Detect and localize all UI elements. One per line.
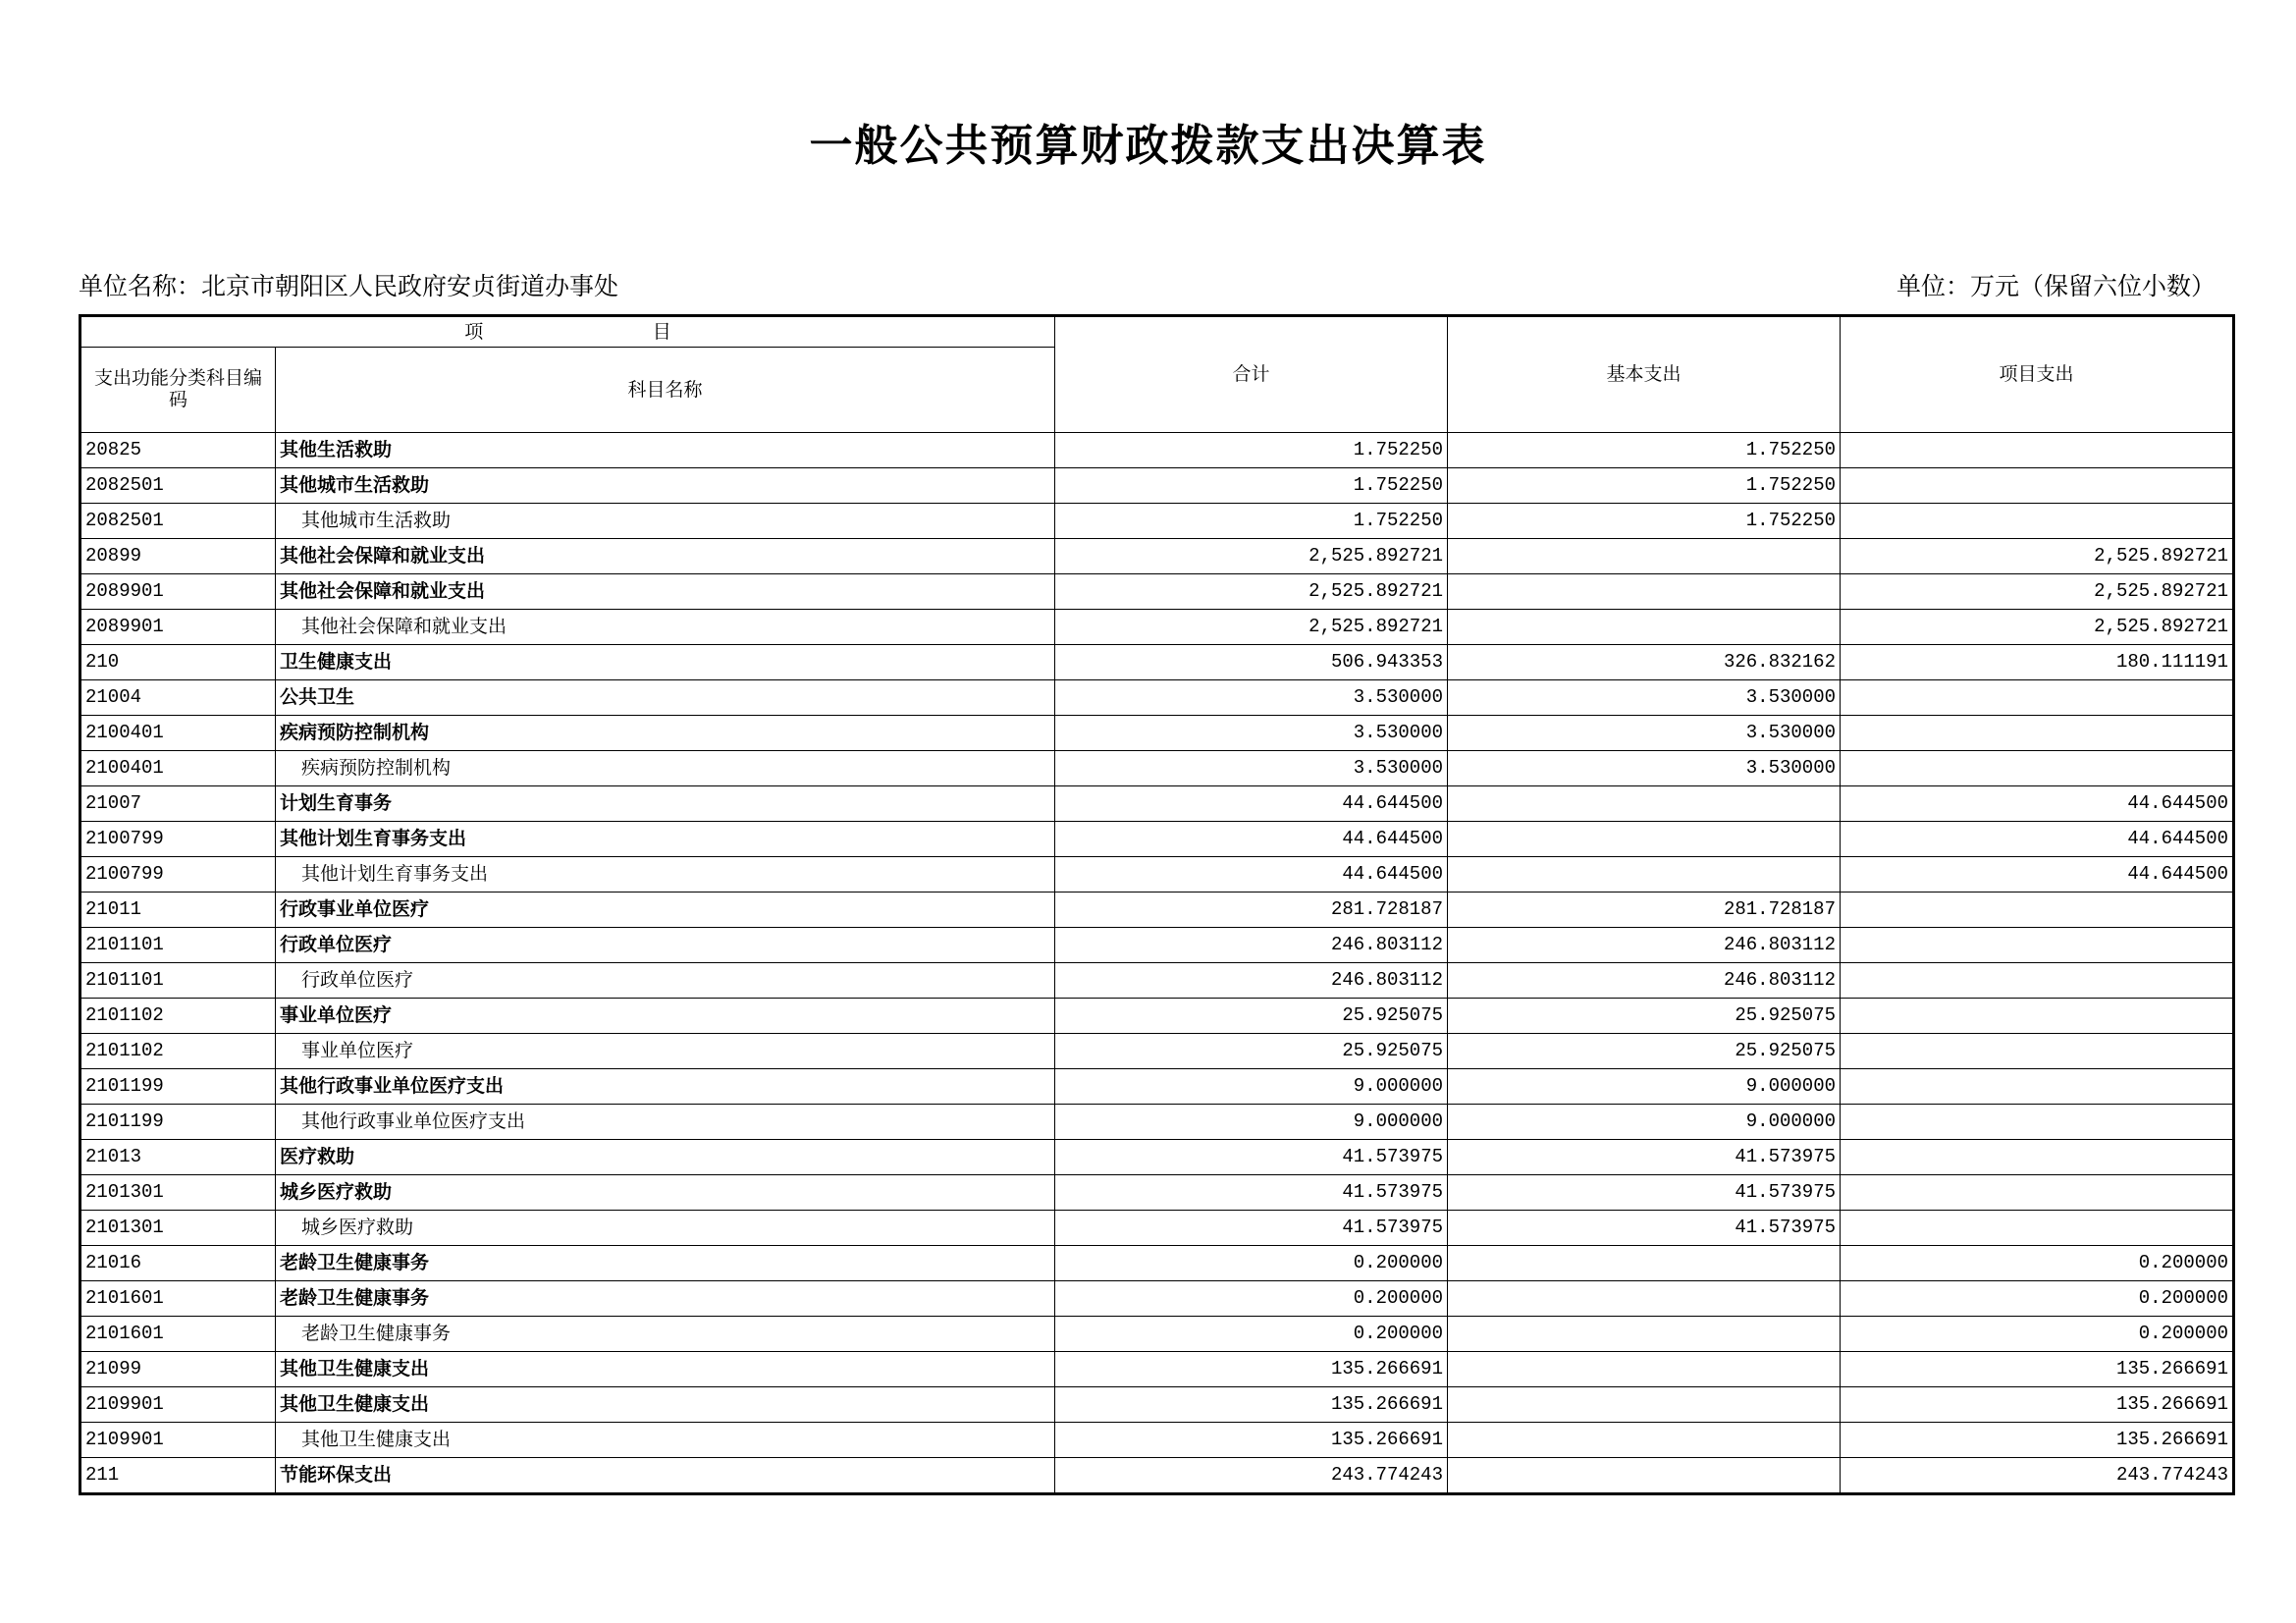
row-project: 44.644500 <box>1841 857 2234 893</box>
row-project: 135.266691 <box>1841 1387 2234 1423</box>
row-code: 2101301 <box>80 1175 276 1211</box>
table-row <box>80 716 2234 751</box>
row-name <box>276 504 1055 539</box>
row-name-text: 疾病预防控制机构 <box>301 757 452 779</box>
row-project: 0.200000 <box>1841 1281 2234 1317</box>
row-name-text: 其他社会保障和就业支出 <box>301 616 507 637</box>
row-total: 0.200000 <box>1055 1246 1448 1281</box>
row-total: 246.803112 <box>1055 928 1448 963</box>
row-name <box>276 468 1055 504</box>
row-code: 210 <box>80 645 276 680</box>
row-total: 0.200000 <box>1055 1317 1448 1352</box>
row-name <box>276 822 1055 857</box>
table-row <box>80 1423 2234 1458</box>
table-row <box>80 1387 2234 1423</box>
row-name <box>276 433 1055 468</box>
row-project <box>1841 1034 2234 1069</box>
row-code: 2101601 <box>80 1317 276 1352</box>
row-code: 2101199 <box>80 1069 276 1105</box>
row-name-text: 事业单位医疗 <box>301 1040 414 1061</box>
row-total: 25.925075 <box>1055 1034 1448 1069</box>
document-title: 一般公共预算财政拨款支出决算表 <box>809 121 1487 171</box>
row-basic <box>1448 610 1841 645</box>
table-row <box>80 1105 2234 1140</box>
table-row <box>80 433 2234 468</box>
row-project <box>1841 1175 2234 1211</box>
row-basic: 41.573975 <box>1448 1211 1841 1246</box>
row-total: 41.573975 <box>1055 1211 1448 1246</box>
table-row <box>80 1069 2234 1105</box>
row-name-text: 行政单位医疗 <box>301 969 414 991</box>
row-total: 506.943353 <box>1055 645 1448 680</box>
row-basic: 1.752250 <box>1448 468 1841 504</box>
row-total: 3.530000 <box>1055 716 1448 751</box>
row-basic <box>1448 1423 1841 1458</box>
row-name-text: 其他城市生活救助 <box>301 510 452 531</box>
row-code: 2101199 <box>80 1105 276 1140</box>
row-name-text: 其他卫生健康支出 <box>301 1429 452 1450</box>
row-name-text: 行政单位医疗 <box>280 934 393 955</box>
row-name <box>276 786 1055 822</box>
row-name-text: 老龄卫生健康事务 <box>280 1252 430 1273</box>
row-code: 2101101 <box>80 928 276 963</box>
row-name-text: 其他社会保障和就业支出 <box>280 580 486 602</box>
row-code: 21016 <box>80 1246 276 1281</box>
row-project <box>1841 999 2234 1034</box>
row-basic: 246.803112 <box>1448 963 1841 999</box>
unit-name: 单位名称：北京市朝阳区人民政府安贞街道办事处 <box>79 272 619 300</box>
table-row <box>80 1034 2234 1069</box>
row-code: 21013 <box>80 1140 276 1175</box>
row-code: 211 <box>80 1458 276 1494</box>
row-name-text: 其他计划生育事务支出 <box>301 863 489 885</box>
row-total: 243.774243 <box>1055 1458 1448 1494</box>
row-total: 44.644500 <box>1055 786 1448 822</box>
row-code: 2082501 <box>80 468 276 504</box>
row-name <box>276 680 1055 716</box>
row-code: 21011 <box>80 893 276 928</box>
row-project: 135.266691 <box>1841 1352 2234 1387</box>
row-name-text: 其他卫生健康支出 <box>280 1393 430 1415</box>
table-row <box>80 928 2234 963</box>
table-row <box>80 786 2234 822</box>
row-name-text: 其他城市生活救助 <box>280 474 430 496</box>
row-project: 0.200000 <box>1841 1246 2234 1281</box>
header-item-right: 目 <box>652 320 671 343</box>
row-code: 20899 <box>80 539 276 574</box>
row-name <box>276 1105 1055 1140</box>
row-total: 44.644500 <box>1055 857 1448 893</box>
row-name-text: 其他行政事业单位医疗支出 <box>301 1110 526 1132</box>
row-name <box>276 1387 1055 1423</box>
header-name: 科目名称 <box>276 348 1055 433</box>
row-code: 2100401 <box>80 751 276 786</box>
header-project: 项目支出 <box>1841 316 2234 433</box>
row-name <box>276 751 1055 786</box>
table-row <box>80 680 2234 716</box>
row-basic <box>1448 574 1841 610</box>
row-project <box>1841 716 2234 751</box>
row-name <box>276 1317 1055 1352</box>
row-name <box>276 928 1055 963</box>
table-row <box>80 963 2234 999</box>
row-total: 1.752250 <box>1055 504 1448 539</box>
row-total: 0.200000 <box>1055 1281 1448 1317</box>
row-basic: 1.752250 <box>1448 433 1841 468</box>
table-row <box>80 1246 2234 1281</box>
row-name-text: 其他行政事业单位医疗支出 <box>280 1075 505 1097</box>
row-name-text: 其他计划生育事务支出 <box>280 828 467 849</box>
row-project <box>1841 893 2234 928</box>
row-basic: 3.530000 <box>1448 751 1841 786</box>
row-name <box>276 1281 1055 1317</box>
row-name-text: 老龄卫生健康事务 <box>280 1287 430 1309</box>
row-basic: 41.573975 <box>1448 1140 1841 1175</box>
header-code: 支出功能分类科目编码 <box>80 348 276 433</box>
row-project: 2,525.892721 <box>1841 539 2234 574</box>
row-project <box>1841 468 2234 504</box>
row-name-text: 城乡医疗救助 <box>301 1217 414 1238</box>
row-total: 135.266691 <box>1055 1423 1448 1458</box>
row-name <box>276 610 1055 645</box>
row-name-text: 行政事业单位医疗 <box>280 898 430 920</box>
table-row <box>80 999 2234 1034</box>
row-code: 2101101 <box>80 963 276 999</box>
row-code: 20825 <box>80 433 276 468</box>
row-code: 2089901 <box>80 574 276 610</box>
row-project <box>1841 1211 2234 1246</box>
row-basic: 9.000000 <box>1448 1069 1841 1105</box>
table-row <box>80 504 2234 539</box>
row-code: 21004 <box>80 680 276 716</box>
row-name-text: 节能环保支出 <box>280 1464 393 1486</box>
row-code: 2100799 <box>80 822 276 857</box>
row-code: 2109901 <box>80 1423 276 1458</box>
row-basic <box>1448 539 1841 574</box>
row-name-text: 医疗救助 <box>280 1146 355 1167</box>
table-row <box>80 857 2234 893</box>
table-row <box>80 610 2234 645</box>
header-basic: 基本支出 <box>1448 316 1841 433</box>
header-item-left: 项 <box>464 320 484 343</box>
row-name <box>276 1211 1055 1246</box>
row-total: 2,525.892721 <box>1055 610 1448 645</box>
row-name <box>276 963 1055 999</box>
header-total: 合计 <box>1055 316 1448 433</box>
table-row <box>80 539 2234 574</box>
row-name <box>276 574 1055 610</box>
table-row <box>80 1458 2234 1494</box>
row-name <box>276 716 1055 751</box>
row-project <box>1841 751 2234 786</box>
row-basic <box>1448 1317 1841 1352</box>
row-name-text: 老龄卫生健康事务 <box>301 1323 452 1344</box>
table-row <box>80 1175 2234 1211</box>
row-total: 25.925075 <box>1055 999 1448 1034</box>
row-name <box>276 1034 1055 1069</box>
row-name-text: 其他社会保障和就业支出 <box>280 545 486 567</box>
row-basic <box>1448 822 1841 857</box>
row-project <box>1841 928 2234 963</box>
row-total: 41.573975 <box>1055 1140 1448 1175</box>
table-row <box>80 468 2234 504</box>
row-basic: 246.803112 <box>1448 928 1841 963</box>
row-total: 41.573975 <box>1055 1175 1448 1211</box>
row-code: 2101102 <box>80 1034 276 1069</box>
row-total: 1.752250 <box>1055 433 1448 468</box>
row-name-text: 疾病预防控制机构 <box>280 722 430 743</box>
row-project: 0.200000 <box>1841 1317 2234 1352</box>
row-project <box>1841 1140 2234 1175</box>
row-name-text: 卫生健康支出 <box>280 651 393 673</box>
row-name <box>276 1175 1055 1211</box>
row-basic: 41.573975 <box>1448 1175 1841 1211</box>
row-code: 21099 <box>80 1352 276 1387</box>
row-basic: 3.530000 <box>1448 680 1841 716</box>
row-name-text: 计划生育事务 <box>280 792 393 814</box>
row-total: 1.752250 <box>1055 468 1448 504</box>
row-basic: 281.728187 <box>1448 893 1841 928</box>
row-code: 2100799 <box>80 857 276 893</box>
table-row <box>80 574 2234 610</box>
row-project <box>1841 1069 2234 1105</box>
row-total: 44.644500 <box>1055 822 1448 857</box>
row-total: 2,525.892721 <box>1055 539 1448 574</box>
row-project <box>1841 1105 2234 1140</box>
row-basic: 9.000000 <box>1448 1105 1841 1140</box>
row-project: 243.774243 <box>1841 1458 2234 1494</box>
header-item <box>80 316 1055 348</box>
row-code: 2101301 <box>80 1211 276 1246</box>
row-basic <box>1448 786 1841 822</box>
row-project: 2,525.892721 <box>1841 574 2234 610</box>
row-code: 21007 <box>80 786 276 822</box>
table-row <box>80 1140 2234 1175</box>
row-basic: 326.832162 <box>1448 645 1841 680</box>
row-basic <box>1448 1281 1841 1317</box>
row-basic <box>1448 1387 1841 1423</box>
expenditure-table <box>79 314 2235 1495</box>
row-basic <box>1448 1246 1841 1281</box>
row-total: 3.530000 <box>1055 751 1448 786</box>
row-project: 2,525.892721 <box>1841 610 2234 645</box>
row-basic: 3.530000 <box>1448 716 1841 751</box>
row-name <box>276 1352 1055 1387</box>
row-project: 180.111191 <box>1841 645 2234 680</box>
row-code: 2101601 <box>80 1281 276 1317</box>
row-name <box>276 1246 1055 1281</box>
table-row <box>80 893 2234 928</box>
row-total: 2,525.892721 <box>1055 574 1448 610</box>
row-basic <box>1448 1352 1841 1387</box>
row-name <box>276 893 1055 928</box>
row-name <box>276 1140 1055 1175</box>
row-name <box>276 1458 1055 1494</box>
unit-label: 单位：万元（保留六位小数） <box>1896 272 2216 300</box>
row-basic <box>1448 857 1841 893</box>
table-row <box>80 1281 2234 1317</box>
row-project <box>1841 680 2234 716</box>
row-basic: 25.925075 <box>1448 999 1841 1034</box>
row-name-text: 其他生活救助 <box>280 439 393 460</box>
row-name-text: 事业单位医疗 <box>280 1004 393 1026</box>
row-project: 44.644500 <box>1841 786 2234 822</box>
table-row <box>80 751 2234 786</box>
row-total: 246.803112 <box>1055 963 1448 999</box>
row-name-text: 公共卫生 <box>280 686 355 708</box>
row-project <box>1841 504 2234 539</box>
row-code: 2101102 <box>80 999 276 1034</box>
row-code: 2089901 <box>80 610 276 645</box>
row-total: 281.728187 <box>1055 893 1448 928</box>
row-code: 2100401 <box>80 716 276 751</box>
row-name <box>276 1069 1055 1105</box>
row-total: 135.266691 <box>1055 1387 1448 1423</box>
row-total: 9.000000 <box>1055 1069 1448 1105</box>
row-name <box>276 999 1055 1034</box>
row-code: 2082501 <box>80 504 276 539</box>
row-project <box>1841 433 2234 468</box>
row-name <box>276 539 1055 574</box>
row-name-text: 城乡医疗救助 <box>280 1181 393 1203</box>
row-total: 3.530000 <box>1055 680 1448 716</box>
row-name-text: 其他卫生健康支出 <box>280 1358 430 1380</box>
row-basic: 25.925075 <box>1448 1034 1841 1069</box>
row-total: 9.000000 <box>1055 1105 1448 1140</box>
row-project <box>1841 963 2234 999</box>
table-row <box>80 822 2234 857</box>
row-name <box>276 857 1055 893</box>
row-project: 44.644500 <box>1841 822 2234 857</box>
row-project: 135.266691 <box>1841 1423 2234 1458</box>
table-row <box>80 1211 2234 1246</box>
table-row <box>80 645 2234 680</box>
table-row <box>80 1317 2234 1352</box>
row-name <box>276 645 1055 680</box>
row-code: 2109901 <box>80 1387 276 1423</box>
row-basic: 1.752250 <box>1448 504 1841 539</box>
table-row <box>80 1352 2234 1387</box>
row-total: 135.266691 <box>1055 1352 1448 1387</box>
row-name <box>276 1423 1055 1458</box>
header-row-top <box>80 316 2234 348</box>
row-basic <box>1448 1458 1841 1494</box>
